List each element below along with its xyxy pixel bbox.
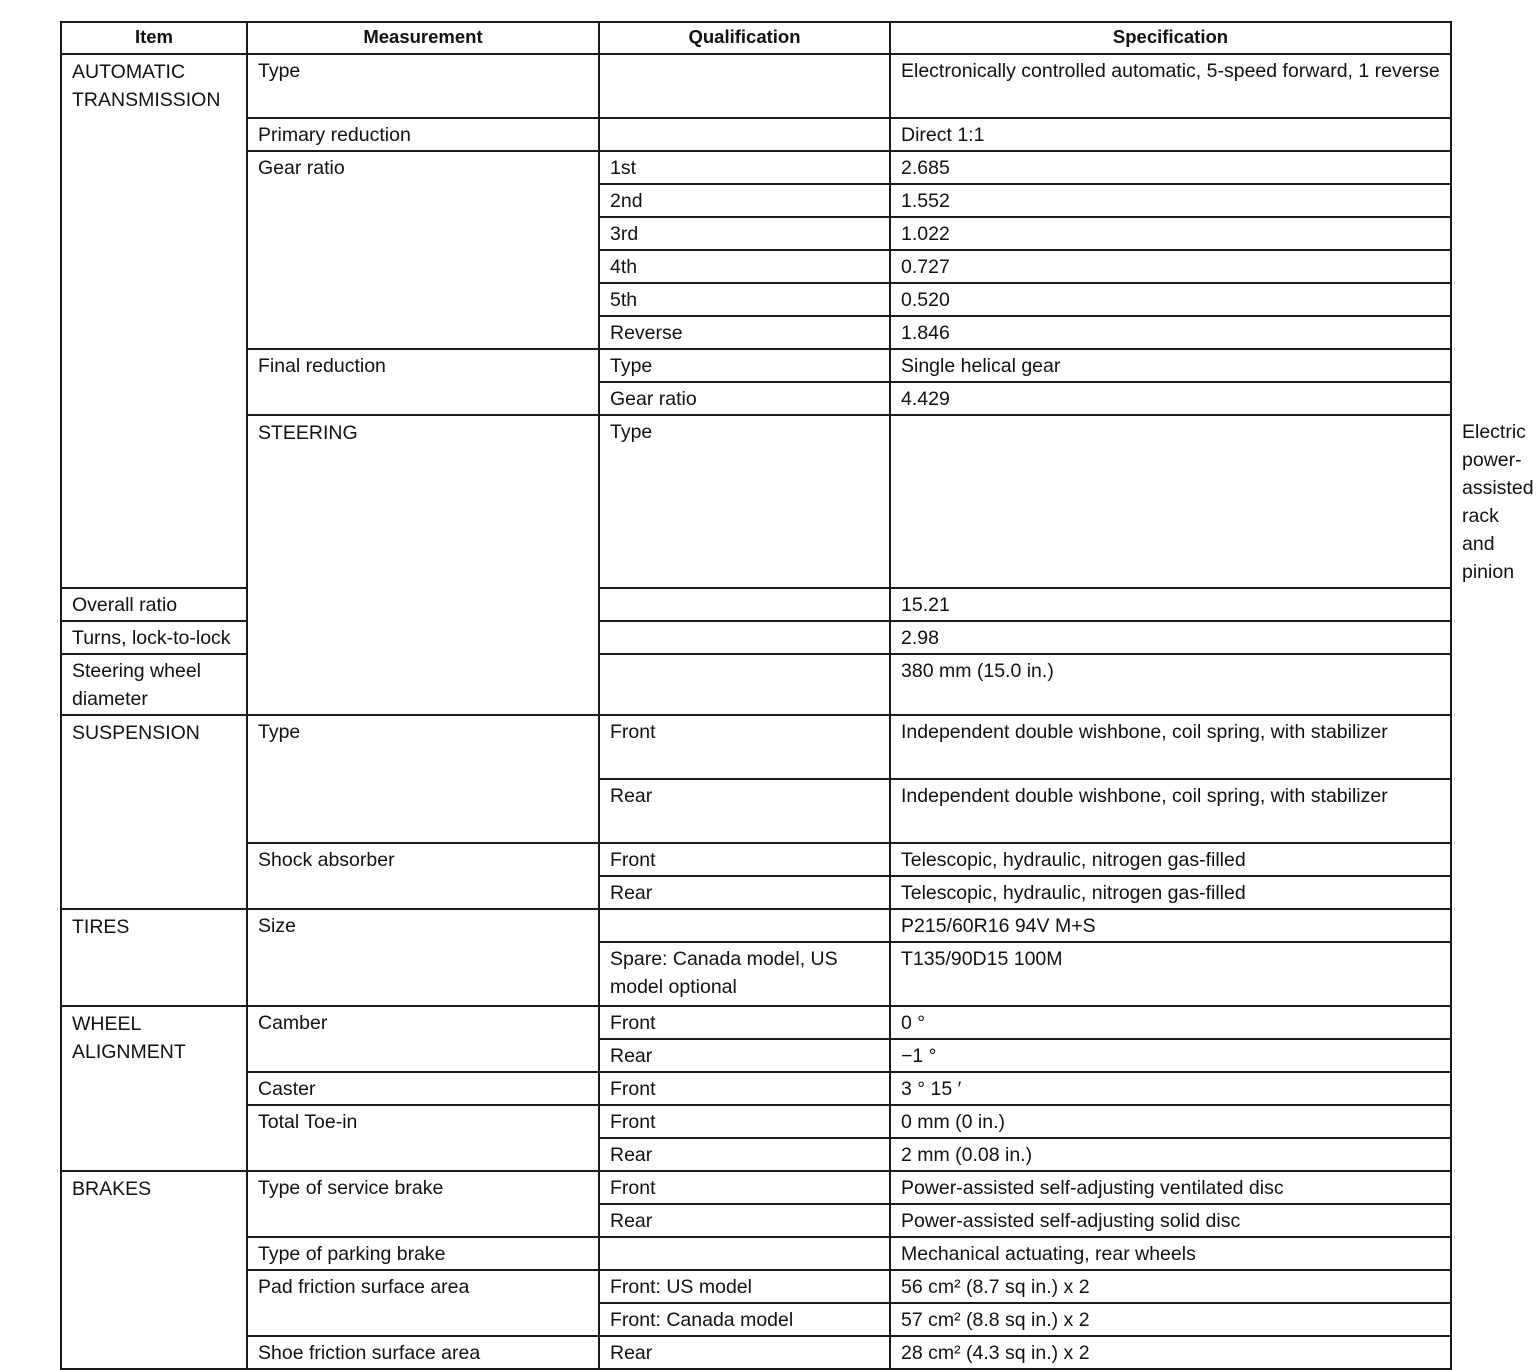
specification-cell: Power-assisted self-adjusting ventilated disc: [890, 1171, 1451, 1204]
item-cell: BRAKES: [61, 1171, 247, 1369]
qualification-cell: Rear: [599, 1039, 890, 1072]
table-row: [61, 1171, 1451, 1204]
header-measurement: Measurement: [247, 22, 599, 54]
specification-cell: Telescopic, hydraulic, nitrogen gas-filled: [890, 843, 1451, 876]
qualification-cell: [599, 118, 890, 151]
table-row: [61, 1336, 1451, 1369]
specification-cell: 1.022: [890, 217, 1451, 250]
qualification-cell: [599, 654, 890, 715]
header-item: Item: [61, 22, 247, 54]
table-body: [61, 54, 1534, 1369]
measurement-cell: Type: [247, 54, 599, 118]
table-row: [61, 1105, 1451, 1138]
specification-cell: 57 cm² (8.8 sq in.) x 2: [890, 1303, 1451, 1336]
measurement-cell: Type: [599, 415, 890, 588]
specification-cell: 1.846: [890, 316, 1451, 349]
specification-cell: 0 °: [890, 1006, 1451, 1039]
measurement-cell: Shoe friction surface area: [247, 1336, 599, 1369]
specification-cell: 1.552: [890, 184, 1451, 217]
table-row: [61, 1270, 1451, 1303]
measurement-cell: Turns, lock-to-lock: [61, 621, 247, 654]
specification-cell: 15.21: [890, 588, 1451, 621]
qualification-cell: Spare: Canada model, US model optional: [599, 942, 890, 1006]
specification-cell: Telescopic, hydraulic, nitrogen gas-filled: [890, 876, 1451, 909]
measurement-cell: Caster: [247, 1072, 599, 1105]
qualification-cell: Rear: [599, 1138, 890, 1171]
qualification-cell: 5th: [599, 283, 890, 316]
qualification-cell: [599, 621, 890, 654]
specification-cell: −1 °: [890, 1039, 1451, 1072]
qualification-cell: [599, 588, 890, 621]
measurement-cell: Final reduction: [247, 349, 599, 415]
table-row: [61, 151, 1451, 184]
qualification-cell: Reverse: [599, 316, 890, 349]
qualification-cell: [890, 415, 1451, 588]
specification-cell: 2.98: [890, 621, 1451, 654]
specification-cell: Power-assisted self-adjusting solid disc: [890, 1204, 1451, 1237]
item-cell: SUSPENSION: [61, 715, 247, 909]
table-row: [61, 1006, 1451, 1039]
table-row: [61, 54, 1451, 118]
table-row: [61, 349, 1451, 382]
specification-cell: 380 mm (15.0 in.): [890, 654, 1451, 715]
spec-table: [60, 21, 1534, 1370]
table-row: [61, 1237, 1451, 1270]
specification-cell: 2 mm (0.08 in.): [890, 1138, 1451, 1171]
qualification-cell: Front: US model: [599, 1270, 890, 1303]
measurement-cell: Shock absorber: [247, 843, 599, 909]
header-specification: Specification: [890, 22, 1451, 54]
qualification-cell: Front: [599, 843, 890, 876]
measurement-cell: Type: [247, 715, 599, 843]
qualification-cell: 1st: [599, 151, 890, 184]
measurement-cell: Size: [247, 909, 599, 1006]
item-cell: TIRES: [61, 909, 247, 1006]
measurement-cell: Steering wheel diameter: [61, 654, 247, 715]
measurement-cell: Camber: [247, 1006, 599, 1072]
specification-cell: 3 ° 15 ′: [890, 1072, 1451, 1105]
header-row: [61, 22, 1451, 54]
table-row: [61, 118, 1451, 151]
qualification-cell: 4th: [599, 250, 890, 283]
specification-cell: T135/90D15 100M: [890, 942, 1451, 1006]
qualification-cell: Front: [599, 1105, 890, 1138]
qualification-cell: Front: [599, 1006, 890, 1039]
measurement-cell: Gear ratio: [247, 151, 599, 349]
item-cell: AUTOMATIC TRANSMISSION: [61, 54, 247, 588]
measurement-cell: Overall ratio: [61, 588, 247, 621]
measurement-cell: Total Toe-in: [247, 1105, 599, 1171]
qualification-cell: [599, 54, 890, 118]
qualification-cell: 3rd: [599, 217, 890, 250]
specification-cell: 28 cm² (4.3 sq in.) x 2: [890, 1336, 1451, 1369]
specification-cell: 0.727: [890, 250, 1451, 283]
qualification-cell: Type: [599, 349, 890, 382]
qualification-cell: Front: [599, 715, 890, 779]
measurement-cell: Primary reduction: [247, 118, 599, 151]
qualification-cell: Rear: [599, 1204, 890, 1237]
header-qualification: Qualification: [599, 22, 890, 54]
table-header: [61, 22, 1451, 54]
item-cell: WHEEL ALIGNMENT: [61, 1006, 247, 1171]
qualification-cell: Front: Canada model: [599, 1303, 890, 1336]
qualification-cell: Rear: [599, 1336, 890, 1369]
specification-cell: Electronically controlled automatic, 5-speed forward, 1 reverse: [890, 54, 1451, 118]
qualification-cell: [599, 909, 890, 942]
item-cell: STEERING: [247, 415, 599, 715]
table-row: [61, 1072, 1451, 1105]
specification-cell: P215/60R16 94V M+S: [890, 909, 1451, 942]
measurement-cell: Type of parking brake: [247, 1237, 599, 1270]
table-row: [61, 843, 1451, 876]
qualification-cell: Rear: [599, 779, 890, 843]
specification-cell: Mechanical actuating, rear wheels: [890, 1237, 1451, 1270]
specification-cell: Direct 1:1: [890, 118, 1451, 151]
qualification-cell: [599, 1237, 890, 1270]
measurement-cell: Pad friction surface area: [247, 1270, 599, 1336]
specification-cell: 0 mm (0 in.): [890, 1105, 1451, 1138]
qualification-cell: Front: [599, 1072, 890, 1105]
specification-cell: 56 cm² (8.7 sq in.) x 2: [890, 1270, 1451, 1303]
qualification-cell: 2nd: [599, 184, 890, 217]
table-row: [61, 715, 1451, 779]
qualification-cell: Rear: [599, 876, 890, 909]
specification-cell: 2.685: [890, 151, 1451, 184]
specification-cell: 0.520: [890, 283, 1451, 316]
specification-cell: Independent double wishbone, coil spring, with stabilizer: [890, 779, 1451, 843]
table-row: STEERING Type Electric power-assisted rack and pinion: [61, 415, 1451, 588]
specification-cell: Independent double wishbone, coil spring, with stabilizer: [890, 715, 1451, 779]
measurement-cell: Type of service brake: [247, 1171, 599, 1237]
specification-cell: 4.429: [890, 382, 1451, 415]
table-row: [61, 909, 1451, 942]
qualification-cell: Front: [599, 1171, 890, 1204]
specification-cell: Single helical gear: [890, 349, 1451, 382]
qualification-cell: Gear ratio: [599, 382, 890, 415]
